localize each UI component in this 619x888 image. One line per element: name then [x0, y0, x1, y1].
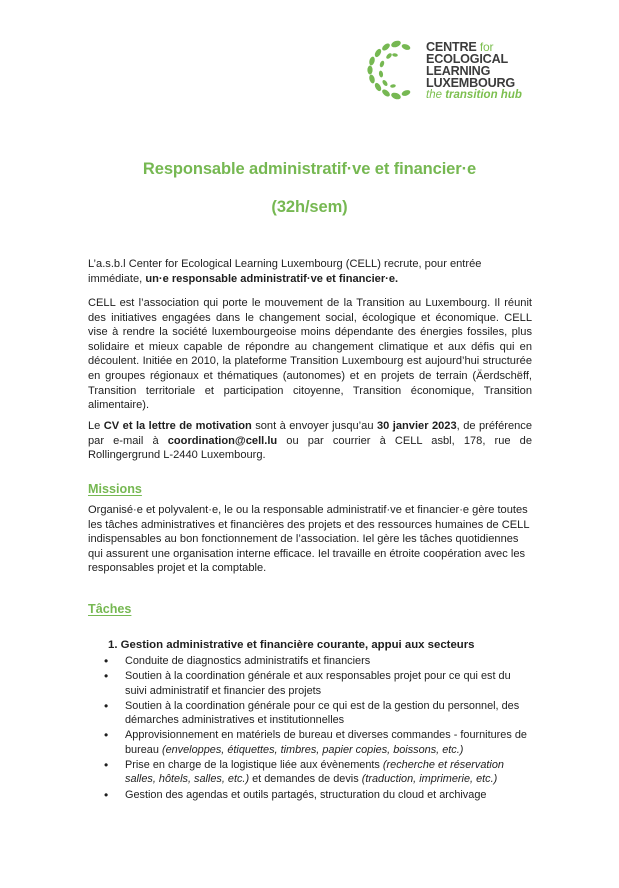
application-bold-1: CV et la lettre de motivation [103, 420, 252, 432]
list-item [88, 728, 534, 757]
list-item-text-2: et demandes de devis [249, 773, 362, 786]
leaf-c-icon [362, 38, 426, 102]
list-item [88, 699, 534, 728]
list-item-text: Soutien à la coordination générale et aux responsables projet pour ce qui est du suivi administratif et financier des projets [125, 670, 511, 697]
missions-heading: Missions [88, 482, 142, 496]
application-text-4: ou par courrier à CELL asbl, 178, rue de Rollingergrund L-2440 Luxembourg. [88, 434, 533, 462]
logo-line-1: CENTRE [426, 40, 477, 54]
application-text-2: sont à envoyer jusqu’au [251, 420, 377, 432]
list-item-text: Approvisionnement en matériels de bureau et diverses commandes - fournitures de bureau [125, 729, 527, 756]
logo-line-3: LEARNING [426, 64, 491, 78]
list-item-italic-2: (traduction, imprimerie, etc.) [361, 773, 498, 786]
application-email: coordination@cell.lu [167, 434, 278, 447]
application-paragraph [88, 419, 532, 463]
list-item-italic: (recherche et réservation salles, hôtels, salles, etc.) [125, 759, 504, 786]
logo-line-4: LUXEMBOURG [426, 76, 515, 90]
page-title: Responsable administratif·ve et financier·e [142, 160, 477, 178]
logo-tag-prefix: the [426, 89, 442, 101]
list-item [88, 669, 534, 698]
cell-logo [362, 38, 542, 110]
list-item [88, 654, 534, 668]
taches-heading: Tâches [88, 602, 132, 616]
intro-paragraph [88, 257, 532, 286]
about-paragraph: CELL est l’association qui porte le mouvement de la Transition au Luxembourg. Il réunit des initiatives engagées dans le changement social, écologique et économique. CELL vise à rendre la société luxembourgeoise moins dépendante des énergies fossiles, plus solidaire et mieux capable de répondre au changement climatique et aux défis qui en découlent. Initiée en 2010, la plateforme Transition Luxembourg est aujourd’hui structurée en groupes régionaux et thématiques (autonomes) et en projets de terrain (Äerdschëff, Transition territoriale et participation citoyenne, Transition économique, Transition alimentaire). [88, 297, 532, 412]
list-item-text: Prise en charge de la logistique liée aux évènements [125, 759, 383, 772]
page-subtitle: (32h/sem) [271, 198, 348, 216]
list-item [88, 788, 534, 802]
missions-paragraph: Organisé·e et polyvalent·e, le ou la responsable administratif·ve et financier·e gère toutes les tâches administratives et financières des projets et des ressources humaines de CELL indispensables au bon fonctionnement de l’association. Iel gère les tâches quotidiennes qui assurent une organisation interne efficace. Iel travaille en étroite coopération avec les responsables projet et la comptable. [88, 504, 530, 575]
list-item-text: Soutien à la coordination générale pour ce qui est de la gestion du personnel, des démarches administratives et institutionnelles [125, 699, 520, 727]
logo-for: for [479, 40, 494, 54]
application-text-1: Le [88, 420, 104, 432]
list-item-text: Gestion des agendas et outils partagés, structuration du cloud et archivage [125, 788, 487, 801]
logo-wordmark [426, 41, 556, 102]
logo-tag-bold: transition hub [445, 89, 522, 101]
taches-list [88, 654, 534, 803]
list-item-text: Conduite de diagnostics administratifs et financiers [125, 655, 371, 667]
list-item-italic: (enveloppes, étiquettes, timbres, papier copies, boissons, etc.) [161, 743, 464, 756]
application-text-3: , de préférence par e-mail à [88, 420, 533, 447]
application-deadline: 30 janvier 2023 [376, 420, 457, 432]
intro-bold: un·e responsable administratif·ve et financier·e. [145, 272, 399, 285]
logo-line-2: ECOLOGICAL [426, 52, 508, 66]
intro-text: L’a.s.b.l Center for Ecological Learning Luxembourg (CELL) recrute, pour entrée immédiate, [88, 258, 482, 285]
list-item [88, 758, 534, 787]
taches-subheading: 1. Gestion administrative et financière courante, appui aux secteurs [108, 639, 475, 651]
